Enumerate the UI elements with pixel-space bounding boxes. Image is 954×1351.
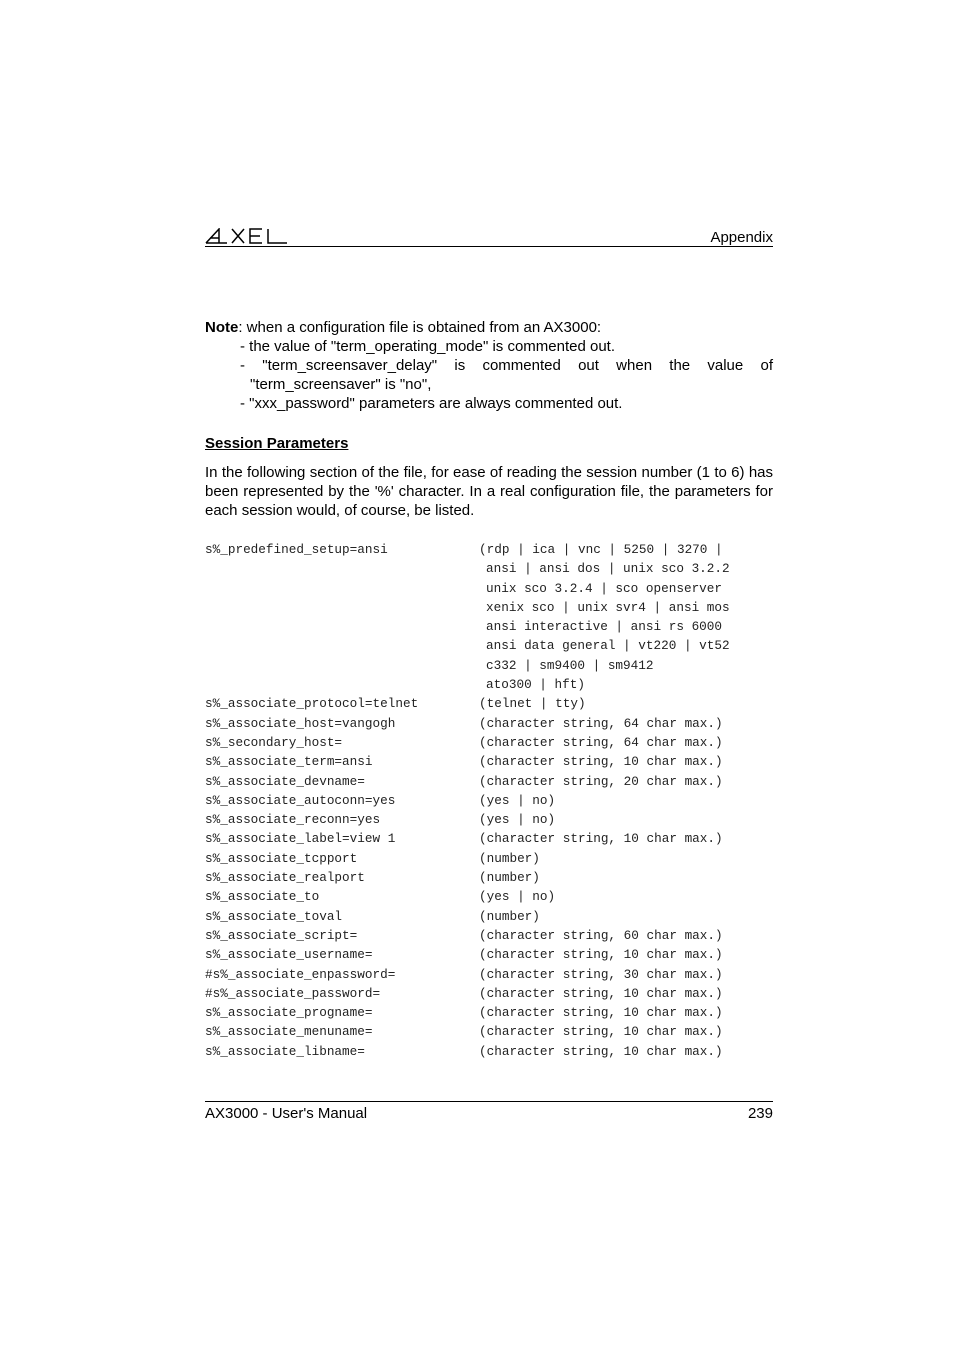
parameter-values <box>479 791 805 810</box>
parameter-row <box>205 752 805 771</box>
parameter-value-line: (telnet | tty) <box>479 696 586 712</box>
parameter-value-line: unix sco 3.2.4 | sco openserver <box>486 580 723 596</box>
parameter-values <box>479 829 805 848</box>
parameter-name: s%_secondary_host= <box>205 734 343 750</box>
parameter-values <box>479 1003 805 1022</box>
parameter-values <box>479 907 805 926</box>
parameter-values <box>479 733 805 752</box>
parameter-value-line: (yes | no) <box>479 889 556 905</box>
parameter-row <box>205 733 805 752</box>
parameter-value-line: (number) <box>479 850 540 866</box>
parameter-value-line: (character string, 30 char max.) <box>479 966 723 982</box>
parameter-value-line: (yes | no) <box>479 792 556 808</box>
parameter-values <box>479 965 805 984</box>
parameter-name: s%_associate_tcpport <box>205 850 358 866</box>
note-item: - "xxx_password" parameters are always commented out. <box>240 395 623 412</box>
parameter-name: s%_associate_label=view 1 <box>205 831 396 847</box>
parameter-name: s%_associate_username= <box>205 947 373 963</box>
parameter-value-line: (character string, 10 char max.) <box>479 1043 723 1059</box>
parameter-row <box>205 984 805 1003</box>
note-text: : when a configuration file is obtained from an AX3000: <box>238 319 602 336</box>
parameter-value-line: (number) <box>479 870 540 886</box>
parameter-row <box>205 945 805 964</box>
parameter-row <box>205 926 805 945</box>
parameter-name: s%_associate_autoconn=yes <box>205 792 396 808</box>
parameter-value-line: (character string, 10 char max.) <box>479 754 723 770</box>
parameter-name: s%_associate_menuname= <box>205 1024 373 1040</box>
note-item: - "term_screensaver_delay" is commented out when the value of "term_screensaver" is "no", <box>240 357 773 393</box>
parameter-name: s%_associate_to <box>205 889 320 905</box>
parameter-value-line: (character string, 64 char max.) <box>479 734 723 750</box>
parameter-row <box>205 791 805 810</box>
header-section-name: Appendix <box>710 229 773 246</box>
parameter-name: s%_associate_realport <box>205 870 365 886</box>
parameter-row <box>205 887 805 906</box>
parameter-value-line: (character string, 10 char max.) <box>479 947 723 963</box>
parameter-values <box>479 772 805 791</box>
parameter-row <box>205 868 805 887</box>
parameter-value-line: (character string, 10 char max.) <box>479 985 723 1001</box>
parameter-value-line: ansi | ansi dos | unix sco 3.2.2 <box>486 561 730 577</box>
parameter-row <box>205 694 805 713</box>
parameter-value-line: (rdp | ica | vnc | 5250 | 3270 | <box>479 542 723 557</box>
parameter-row <box>205 849 805 868</box>
parameter-row <box>205 714 805 733</box>
parameter-value-line: ato300 | hft) <box>486 677 585 693</box>
parameter-name: #s%_associate_password= <box>205 985 381 1001</box>
note-block <box>205 318 773 413</box>
parameter-row <box>205 540 805 694</box>
parameter-name: s%_associate_libname= <box>205 1043 365 1059</box>
parameter-row <box>205 1022 805 1041</box>
parameter-values <box>479 849 805 868</box>
parameter-values <box>479 926 805 945</box>
parameter-name: s%_associate_host=vangogh <box>205 715 396 731</box>
parameter-value-line: (character string, 10 char max.) <box>479 1024 723 1040</box>
parameter-row <box>205 810 805 829</box>
parameter-row <box>205 965 805 984</box>
parameter-value-line: (character string, 60 char max.) <box>479 927 723 943</box>
parameter-name: #s%_associate_enpassword= <box>205 966 396 982</box>
note-intro <box>205 318 773 337</box>
parameter-value-line: (yes | no) <box>479 812 556 828</box>
parameter-values <box>479 540 805 694</box>
page-number: 239 <box>747 1105 773 1122</box>
parameter-row <box>205 829 805 848</box>
parameter-name: s%_associate_term=ansi <box>205 754 373 770</box>
section-heading: Session Parameters <box>205 435 349 452</box>
axel-logo <box>205 228 289 244</box>
parameter-values <box>479 1042 805 1061</box>
parameter-values <box>479 868 805 887</box>
parameter-listing <box>205 540 805 1061</box>
page-header <box>205 226 773 247</box>
footer-manual-title: AX3000 - User's Manual <box>205 1105 368 1122</box>
parameter-value-line: ansi data general | vt220 | vt52 <box>486 638 730 654</box>
parameter-name: s%_predefined_setup=ansi <box>205 542 388 557</box>
parameter-value-line: (number) <box>479 908 540 924</box>
parameter-value-line: c332 | sm9400 | sm9412 <box>486 657 654 673</box>
parameter-values <box>479 714 805 733</box>
parameter-name: s%_associate_script= <box>205 927 358 943</box>
parameter-value-line: xenix sco | unix svr4 | ansi mos <box>486 599 730 615</box>
parameter-name: s%_associate_protocol=telnet <box>205 696 419 712</box>
intro-paragraph: In the following section of the file, for ease of reading the session number (1 to 6) has been represented by the '%' character. In a real configuration file, the parameters for each session would, of course, be listed. <box>205 464 773 519</box>
page-footer <box>205 1101 773 1122</box>
parameter-value-line: (character string, 20 char max.) <box>479 773 723 789</box>
parameter-value-line: ansi interactive | ansi rs 6000 <box>486 619 723 635</box>
parameter-values <box>479 945 805 964</box>
parameter-value-line: (character string, 10 char max.) <box>479 831 723 847</box>
parameter-values <box>479 694 805 713</box>
parameter-row <box>205 1042 805 1061</box>
parameter-values <box>479 887 805 906</box>
parameter-row <box>205 772 805 791</box>
parameter-values <box>479 984 805 1003</box>
parameter-name: s%_associate_devname= <box>205 773 365 789</box>
parameter-values <box>479 810 805 829</box>
parameter-row <box>205 1003 805 1022</box>
parameter-values <box>479 1022 805 1041</box>
parameter-values <box>479 752 805 771</box>
note-item: - the value of "term_operating_mode" is commented out. <box>240 338 616 355</box>
parameter-row <box>205 907 805 926</box>
note-label: Note <box>205 319 239 336</box>
parameter-value-line: (character string, 10 char max.) <box>479 1005 723 1021</box>
parameter-name: s%_associate_toval <box>205 908 343 924</box>
parameter-value-line: (character string, 64 char max.) <box>479 715 723 731</box>
parameter-name: s%_associate_progname= <box>205 1005 373 1021</box>
note-list <box>205 337 773 413</box>
parameter-name: s%_associate_reconn=yes <box>205 812 381 828</box>
